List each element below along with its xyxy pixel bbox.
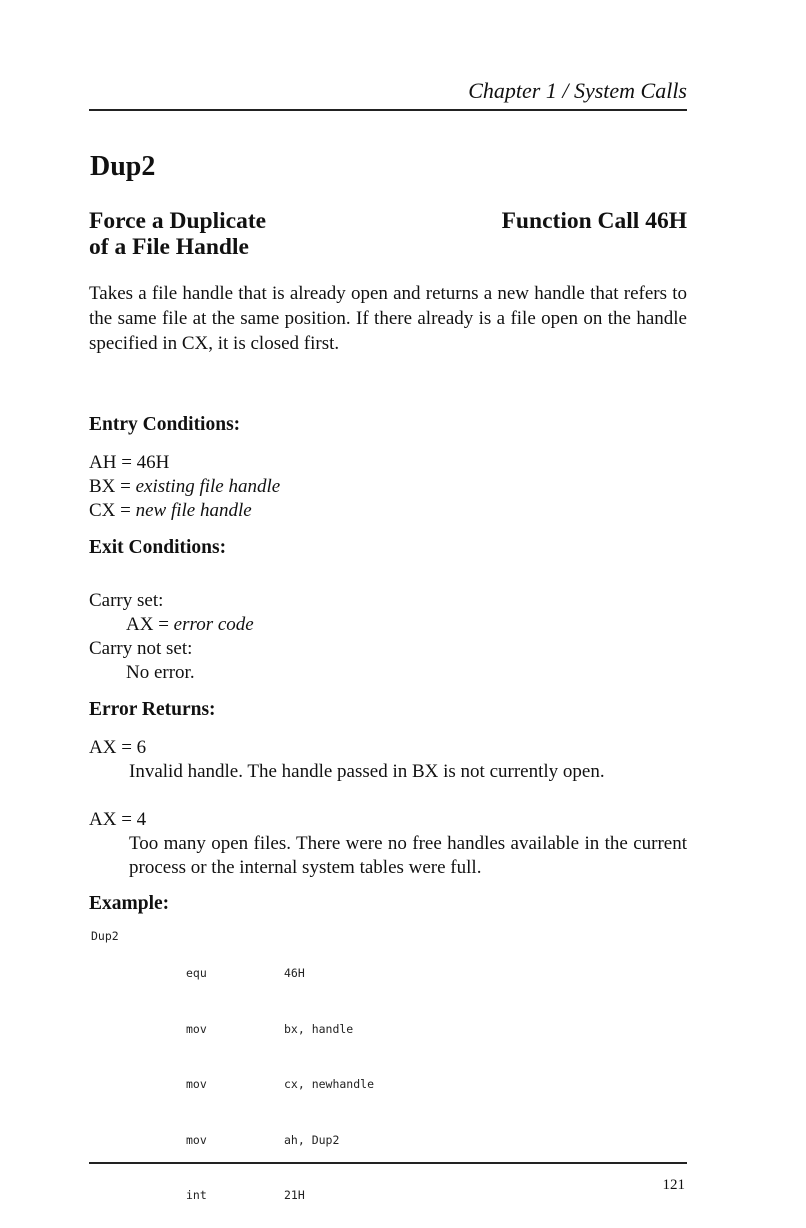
subtitle-line-2: of a File Handle: [89, 234, 249, 260]
footer-rule: [89, 1162, 687, 1164]
error-description: Too many open files. There were no free handles available in the current process or the internal system tables were full.: [129, 833, 687, 878]
code-operand: bx, handle: [284, 1021, 354, 1036]
entry-value: existing file handle: [135, 476, 281, 497]
entry-row: [89, 451, 169, 475]
error-description: Invalid handle. The handle passed in BX is not currently open.: [129, 761, 605, 782]
code-operand: cx, newhandle: [284, 1077, 375, 1091]
entry-register: AH =: [89, 452, 137, 473]
code-label: Dup2: [91, 929, 119, 943]
function-name: Dup2: [90, 151, 156, 182]
header-rule: [89, 109, 687, 111]
entry-register: BX =: [89, 476, 136, 497]
carry-set-register: AX =: [126, 614, 174, 635]
function-call-label: Function Call 46H: [501, 208, 687, 234]
carry-not-set-label: Carry not set:: [89, 638, 193, 659]
code-opcode: mov: [186, 1132, 207, 1147]
code-opcode: mov: [186, 1021, 207, 1036]
entry-value: new file handle: [135, 500, 252, 521]
entry-row: [89, 499, 252, 523]
page-number: 121: [662, 1177, 685, 1193]
carry-set-row: [126, 613, 254, 637]
error-returns-heading: Error Returns:: [89, 699, 216, 720]
code-operand: 21H: [284, 1188, 305, 1202]
code-opcodes: [186, 927, 207, 1223]
code-opcode: int: [186, 1188, 207, 1202]
code-opcode: equ: [186, 966, 207, 980]
code-operands: [284, 927, 374, 1223]
entry-value: 46H: [136, 452, 170, 473]
code-operand: 46H: [284, 966, 305, 980]
example-heading: Example:: [89, 893, 170, 914]
code-operand: ah, Dup2: [284, 1132, 340, 1147]
carry-set-label: Carry set:: [89, 590, 164, 611]
error-code: AX = 4: [89, 809, 147, 830]
code-opcode: mov: [186, 1077, 207, 1091]
entry-register: CX =: [89, 500, 136, 521]
carry-not-set-value: No error.: [126, 662, 195, 683]
subtitle-line-1: Force a Duplicate: [89, 208, 267, 234]
entry-row: [89, 475, 280, 499]
exit-conditions-heading: Exit Conditions:: [89, 537, 227, 558]
carry-set-value: error code: [173, 614, 254, 635]
error-code: AX = 6: [89, 737, 147, 758]
description: Takes a file handle that is already open and returns a new handle that refers to the same file at the same position. If there already is a file open on the handle specified in CX, it is closed first.: [89, 283, 687, 354]
function-subtitle: [89, 208, 389, 260]
running-header: Chapter 1 / System Calls: [468, 78, 687, 103]
entry-conditions-heading: Entry Conditions:: [89, 414, 241, 435]
